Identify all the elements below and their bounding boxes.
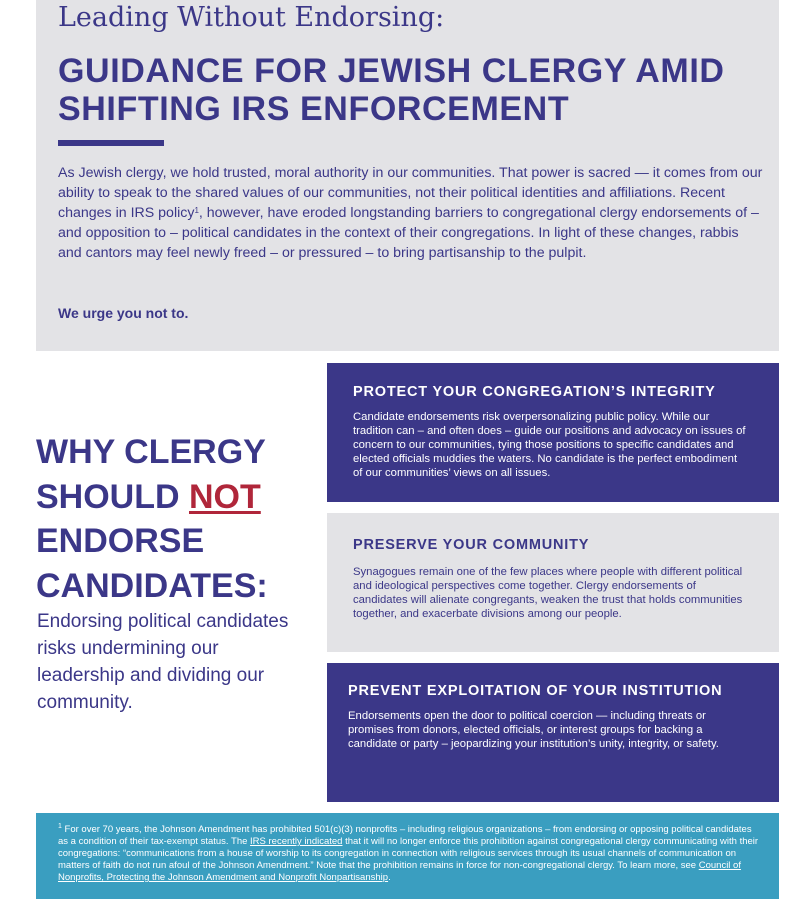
intro-text-a: As Jewish clergy, we hold trusted, moral authority in our communities. That power is sacred — it comes from our ability to speak to the shared values of our communities, not their political identities and affiliations. Recent changes in IRS policy xyxy=(58,165,763,221)
footnote-text-a: For over 70 years, the Johnson Amendment has prohibited 501(c)(3) nonprofits – including religious organizations – from endorsing or opposing political candidates as a condition of their tax-exempt status. The xyxy=(58,824,752,847)
card-body: Synagogues remain one of the few places where people with different political and ideological perspectives come together. Clergy endorsements of candidates will alienate congregants, weaken the trust that holds communities together, and exacerbate divisions among our people. xyxy=(353,566,743,620)
urge-statement: We urge you not to. xyxy=(58,305,189,321)
council-of-nonprofits-link[interactable]: Council of Nonprofits, Protecting the Johnson Amendment and Nonprofit Nonpartisanship xyxy=(58,860,741,883)
intro-panel xyxy=(36,0,779,351)
card-protect-integrity xyxy=(327,363,779,502)
card-heading: PRESERVE YOUR COMMUNITY xyxy=(353,537,590,553)
why-heading-should: SHOULD xyxy=(36,477,189,516)
page-title xyxy=(58,52,725,128)
intro-text-b: , however, have eroded longstanding barriers to congregational clergy endorsements of – and opposition to – political candidates in the context of their congregations. In light of these changes, rabbis and cantors may feel newly freed – or pressured – to bring partisanship to the pulpit. xyxy=(58,205,759,261)
card-heading: PREVENT EXPLOITATION OF YOUR INSTITUTION xyxy=(348,683,723,699)
footnote-text xyxy=(58,824,760,884)
why-subtitle: Endorsing political candidates risks undermining our leadership and dividing our community. xyxy=(37,611,289,713)
kicker-heading: Leading Without Endorsing: xyxy=(58,2,445,33)
card-body: Candidate endorsements risk overpersonalizing public policy. While our tradition can – and often does – guide our positions and advocacy on issues of concern to our communities, tying those positions to specific candidates and elected officials muddies the waters. No candidate is the perfect embodiment of our communities’ views on all issues. xyxy=(353,411,746,479)
footnote-ref[interactable]: 1 xyxy=(194,206,199,215)
why-heading xyxy=(36,430,268,608)
card-body: Endorsements open the door to political coercion — including threats or promises from donors, elected officials, or interest groups for backing a candidate or party – jeopardizing your institution’s unity, integrity, or safety. xyxy=(348,710,719,750)
irs-link[interactable]: IRS recently indicated xyxy=(250,836,343,847)
card-preserve-community xyxy=(327,513,779,652)
page-title-line1: GUIDANCE FOR JEWISH CLERGY AMID xyxy=(58,52,725,90)
intro-paragraph xyxy=(58,163,764,263)
why-heading-line3: ENDORSE xyxy=(36,522,205,560)
why-heading-line1: WHY CLERGY xyxy=(36,433,266,471)
footnote-panel xyxy=(36,813,779,899)
footnote-text-b: that it will no longer enforce this prohibition against congregational clergy communicating with their congregations: “communications from a house of worship to its congregation in connection with religious services through its usual channels of communication on matters of faith do not run afoul of the Johnson Amendment.” Note that the prohibition remains in force for non-congregational clergy. To learn more, see xyxy=(58,836,759,871)
page-title-line2: SHIFTING IRS ENFORCEMENT xyxy=(58,90,570,128)
why-heading-not: NOT xyxy=(189,477,261,516)
card-heading: PROTECT YOUR CONGREGATION’S INTEGRITY xyxy=(353,384,716,400)
footnote-text-c: . xyxy=(388,872,391,883)
why-heading-line4: CANDIDATES: xyxy=(36,566,268,605)
why-heading-line2 xyxy=(36,475,268,520)
footnote-marker: 1 xyxy=(58,823,62,830)
card-prevent-exploitation xyxy=(327,663,779,802)
title-divider xyxy=(58,140,164,146)
